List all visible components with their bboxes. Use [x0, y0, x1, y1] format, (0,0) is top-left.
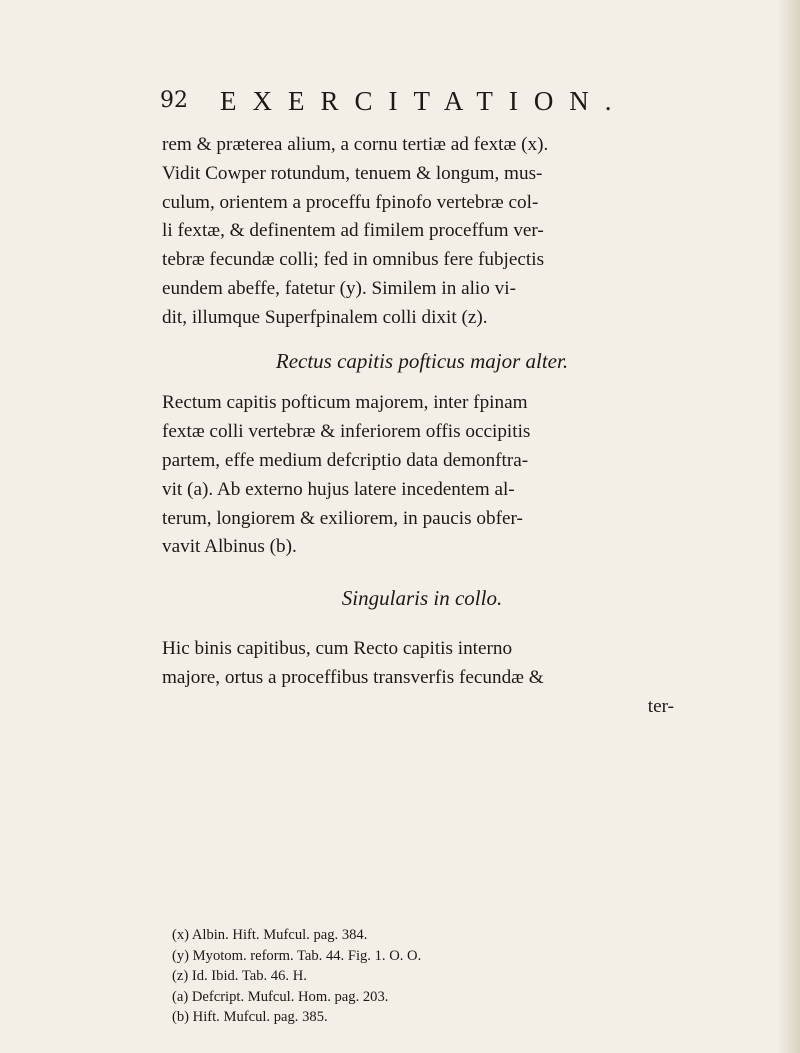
text-line: vavit Albinus (b).	[162, 536, 297, 558]
text-line: terum, longiorem & exiliorem, in paucis obfer-	[162, 507, 523, 529]
text-line: li fextæ, & definentem ad fimilem proceffum ver-	[162, 220, 544, 242]
running-head	[160, 86, 680, 122]
body-text	[162, 131, 682, 721]
footnote: (x) Albin. Hift. Mufcul. pag. 384.	[172, 927, 368, 943]
text-line: culum, orientem a proceffu fpinofo vertebræ col-	[162, 191, 539, 213]
text-line: tebræ fecundæ colli; fed in omnibus fere fubjectis	[162, 249, 545, 271]
text-line: partem, effe medium defcriptio data demonftra-	[162, 449, 529, 471]
header-title: EXERCITATION.	[220, 86, 628, 116]
footnote: (a) Defcript. Mufcul. Hom. pag. 203.	[172, 988, 389, 1005]
page-edge-shadow	[778, 0, 800, 1053]
text-line: Rectum capitis pofticum majorem, inter fpinam	[162, 392, 528, 414]
text-line: fextæ colli vertebræ & inferiorem offis occipitis	[162, 421, 531, 443]
section-heading: Singularis in collo.	[341, 586, 503, 611]
section-heading: Rectus capitis pofticus major alter.	[275, 348, 569, 373]
text-line: dit, illumque Superfpinalem colli dixit (z).	[162, 306, 488, 328]
catchword: ter-	[647, 695, 674, 717]
text-line: rem & præterea alium, a cornu tertiæ ad fextæ (x).	[162, 134, 549, 155]
text-line: majore, ortus a proceffibus transverfis fecundæ &	[162, 666, 544, 688]
text-line: eundem abeffe, fatetur (y). Similem in alio vi-	[162, 277, 516, 299]
footnotes	[172, 925, 672, 1028]
text-line: Vidit Cowper rotundum, tenuem & longum, mus-	[162, 162, 543, 184]
footnote: (z) Id. Ibid. Tab. 46. H.	[172, 968, 307, 985]
text-line: vit (a). Ab externo hujus latere incedentem al-	[162, 478, 515, 500]
footnote: (y) Myotom. reform. Tab. 44. Fig. 1. O. O.	[172, 947, 422, 964]
page-number: 92	[160, 88, 188, 113]
text-line: Hic binis capitibus, cum Recto capitis interno	[162, 637, 513, 659]
footnote: (b) Hift. Mufcul. pag. 385.	[172, 1009, 328, 1026]
